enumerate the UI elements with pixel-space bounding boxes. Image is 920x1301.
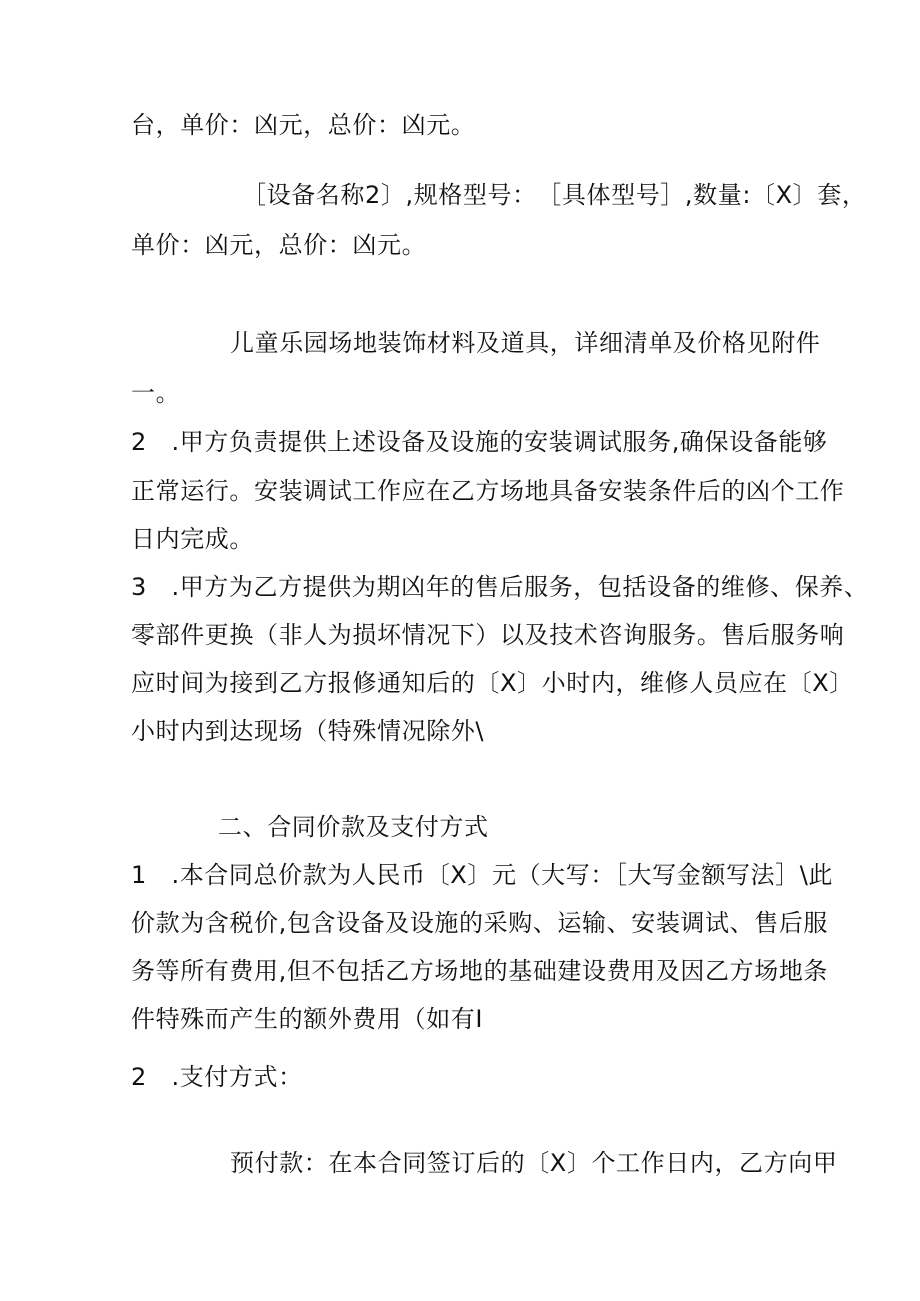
text-line: 1 .本合同总价款为人民币〔X〕元（大写：［大写金额写法］\此 (131, 861, 834, 889)
text-line: 小时内到达现场（特殊情况除外\ (131, 717, 485, 745)
text-line: 价款为含税价,包含设备及设施的采购、运输、安装调试、售后服 (131, 909, 829, 937)
text-line: 日内完成。 (131, 525, 254, 553)
text-line: ［设备名称2〕,规格型号： ［具体型号］,数量:〔X〕套， (242, 181, 867, 209)
text-line: 2 .甲方负责提供上述设备及设施的安装调试服务,确保设备能够 (131, 428, 828, 456)
text-line: 零部件更换（非人为损坏情况下）以及技术咨询服务。售后服务响 (131, 621, 845, 649)
text-line: 3 .甲方为乙方提供为期凶年的售后服务，包括设备的维修、保养、 (131, 573, 869, 601)
text-line: 台，单价：凶元，总价：凶元。 (131, 111, 476, 139)
text-line: 正常运行。安装调试工作应在乙方场地具备安装条件后的凶个工作 (131, 477, 845, 505)
text-line: 务等所有费用,但不包括乙方场地的基础建设费用及因乙方场地条 (131, 957, 829, 985)
section-heading: 二、合同价款及支付方式 (218, 813, 489, 841)
text-line: 单价：凶元，总价：凶元。 (131, 231, 427, 259)
text-line: 件特殊而产生的额外费用（如有I (131, 1005, 484, 1033)
text-line: 一。 (131, 379, 181, 407)
text-line: 2 .支付方式： (131, 1063, 303, 1091)
text-line: 预付款：在本合同签订后的〔X〕个工作日内，乙方向甲 (230, 1149, 838, 1177)
text-line: 应时间为接到乙方报修通知后的〔X〕小时内，维修人员应在〔X〕 (131, 669, 854, 697)
text-line: 儿童乐园场地装饰材料及道具，详细清单及价格见附件 (230, 329, 821, 357)
